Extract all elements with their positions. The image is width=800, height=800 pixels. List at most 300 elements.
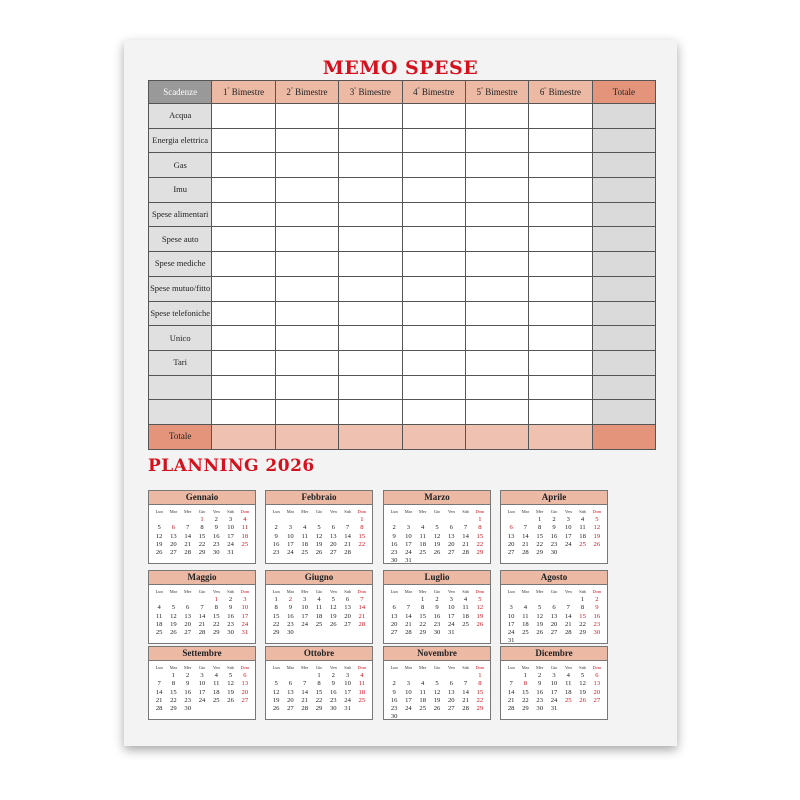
day-number: 3 — [228, 516, 233, 523]
expense-cell[interactable] — [339, 153, 402, 178]
weekday-label: Dom — [592, 665, 602, 670]
day-number: 17 — [198, 688, 206, 696]
header-bimestre-4: 4° Bimestre — [402, 81, 465, 104]
expense-cell[interactable] — [529, 202, 592, 227]
day-number: 14 — [507, 688, 515, 696]
day-number: 1 — [478, 516, 482, 523]
day-number: 29 — [170, 705, 177, 713]
empty-day — [518, 596, 532, 604]
day-number: 14 — [522, 532, 529, 540]
month-name: Luglio — [384, 571, 490, 585]
expense-cell[interactable] — [275, 104, 338, 129]
day-number: 5 — [435, 524, 439, 532]
day-number: 10 — [507, 612, 515, 620]
day-number: 20 — [507, 540, 515, 548]
day-number: 10 — [405, 688, 412, 696]
day-number: 29 — [272, 629, 280, 637]
day-number: 28 — [507, 705, 515, 713]
day-number: 31 — [405, 557, 412, 565]
month-calendar — [383, 646, 491, 720]
day-number: 26 — [170, 629, 177, 637]
day-number: 28 — [462, 549, 469, 557]
day-number: 19 — [170, 620, 177, 628]
day-number: 20 — [550, 620, 558, 628]
day-number: 3 — [288, 524, 293, 532]
day-number: 4 — [463, 596, 468, 603]
memo-row — [149, 252, 656, 277]
expense-cell[interactable] — [275, 153, 338, 178]
day-number: 22 — [579, 620, 586, 628]
day-number: 26 — [329, 620, 337, 628]
day-number: 23 — [184, 696, 191, 704]
row-label: Gas — [149, 153, 212, 178]
day-number: 26 — [476, 620, 484, 628]
day-number: 31 — [344, 705, 351, 713]
day-number: 31 — [241, 629, 249, 637]
day-number: 15 — [358, 532, 366, 540]
day-number: 27 — [344, 620, 351, 628]
expense-cell[interactable] — [402, 375, 465, 400]
header-bimestre-3: 3° Bimestre — [339, 81, 402, 104]
bimestre-total-cell[interactable] — [465, 424, 528, 449]
day-number: 23 — [272, 549, 280, 557]
day-number: 26 — [579, 696, 586, 704]
day-number: 29 — [522, 705, 529, 713]
empty-day — [166, 516, 180, 524]
day-number: 16 — [593, 612, 601, 620]
expense-cell[interactable] — [529, 128, 592, 153]
weekday-label: Gio — [198, 589, 206, 594]
day-number: 10 — [550, 680, 558, 688]
expense-cell[interactable] — [465, 276, 528, 301]
day-number: 24 — [564, 540, 572, 548]
day-number: 14 — [462, 688, 469, 696]
day-number: 21 — [462, 696, 469, 704]
day-number: 2 — [274, 524, 278, 532]
empty-day — [312, 516, 326, 524]
expense-cell[interactable] — [402, 128, 465, 153]
expense-cell[interactable] — [465, 178, 528, 203]
day-number: 28 — [564, 629, 572, 637]
expense-cell[interactable] — [212, 375, 275, 400]
weekday-label: Sab — [227, 509, 234, 514]
day-number: 15 — [315, 688, 323, 696]
day-number: 5 — [595, 516, 599, 523]
weekday-label: Sab — [462, 665, 469, 670]
day-number: 5 — [478, 596, 482, 603]
day-number: 20 — [329, 540, 337, 548]
grand-total-cell[interactable] — [592, 424, 655, 449]
day-number: 14 — [301, 688, 308, 696]
day-number: 29 — [198, 549, 206, 557]
day-number: 20 — [344, 612, 351, 620]
day-number: 8 — [538, 524, 542, 532]
day-number: 13 — [550, 612, 558, 620]
expense-cell[interactable] — [275, 178, 338, 203]
day-number: 25 — [358, 696, 366, 704]
day-number: 12 — [155, 532, 163, 540]
expense-cell[interactable] — [402, 400, 465, 425]
day-number: 10 — [344, 680, 351, 688]
day-number: 7 — [566, 604, 570, 612]
expense-cell[interactable] — [275, 128, 338, 153]
day-number: 2 — [538, 672, 542, 679]
expense-cell[interactable] — [529, 400, 592, 425]
expense-cell[interactable] — [465, 400, 528, 425]
empty-day — [401, 516, 415, 524]
empty-day — [181, 516, 195, 524]
weekday-label: Dom — [592, 589, 602, 594]
memo-row — [149, 400, 656, 425]
bimestre-total-cell[interactable] — [212, 424, 275, 449]
day-number: 1 — [360, 516, 364, 523]
empty-day — [340, 516, 354, 524]
empty-day — [326, 516, 340, 524]
day-number: 8 — [478, 680, 482, 688]
memo-title: MEMO SPESE — [322, 57, 479, 79]
bimestre-total-cell[interactable] — [275, 424, 338, 449]
expense-cell[interactable] — [275, 326, 338, 351]
day-number: 11 — [358, 680, 366, 688]
weekday-label: Mer — [419, 509, 427, 514]
day-number: 9 — [331, 680, 335, 688]
expense-cell[interactable] — [212, 104, 275, 129]
expense-cell[interactable] — [529, 350, 592, 375]
row-total-cell[interactable] — [592, 128, 655, 153]
expense-cell[interactable] — [275, 350, 338, 375]
day-number: 11 — [155, 612, 163, 620]
day-number: 30 — [329, 705, 337, 713]
expense-cell[interactable] — [402, 104, 465, 129]
weekday-label: Dom — [240, 665, 250, 670]
day-number: 3 — [406, 524, 411, 532]
expense-cell[interactable] — [212, 326, 275, 351]
empty-day — [166, 596, 180, 604]
day-number: 18 — [462, 612, 469, 620]
expense-cell[interactable] — [339, 252, 402, 277]
day-number: 1 — [317, 672, 321, 679]
day-number: 19 — [579, 688, 586, 696]
weekday-label: Ven — [212, 509, 220, 514]
day-number: 17 — [301, 612, 308, 620]
day-number: 4 — [303, 524, 307, 532]
weekday-label: Dom — [357, 509, 367, 514]
expense-cell[interactable] — [529, 104, 592, 129]
weekday-label: Dom — [592, 509, 602, 514]
month-name: Dicembre — [501, 647, 607, 661]
memo-total-row — [149, 424, 656, 449]
day-number: 15 — [170, 688, 177, 696]
day-number: 15 — [579, 612, 586, 620]
day-number: 3 — [243, 596, 247, 603]
expense-cell[interactable] — [212, 350, 275, 375]
day-number: 13 — [170, 532, 177, 540]
expense-cell[interactable] — [339, 128, 402, 153]
row-total-cell[interactable] — [592, 202, 655, 227]
row-total-cell[interactable] — [592, 227, 655, 252]
expense-cell[interactable] — [339, 326, 402, 351]
day-number: 17 — [405, 540, 412, 548]
row-total-cell[interactable] — [592, 178, 655, 203]
weekday-label: Gio — [315, 665, 323, 670]
expense-cell[interactable] — [212, 153, 275, 178]
expense-cell[interactable] — [339, 375, 402, 400]
weekday-label: Lun — [155, 509, 163, 514]
day-number: 16 — [433, 612, 441, 620]
expense-cell[interactable] — [529, 178, 592, 203]
expense-cell[interactable] — [402, 276, 465, 301]
empty-day — [298, 672, 312, 680]
day-number: 11 — [579, 524, 586, 532]
day-number: 10 — [301, 604, 308, 612]
empty-day — [269, 516, 283, 524]
day-number: 23 — [550, 540, 558, 548]
day-number: 21 — [462, 540, 469, 548]
expense-cell[interactable] — [339, 276, 402, 301]
day-number: 29 — [315, 705, 323, 713]
day-number: 1 — [478, 672, 482, 679]
day-number: 6 — [331, 524, 335, 532]
day-number: 29 — [536, 549, 543, 557]
day-number: 21 — [344, 540, 351, 548]
header-bimestre-1: 1° Bimestre — [212, 81, 275, 104]
expense-cell[interactable] — [339, 227, 402, 252]
day-number: 26 — [536, 629, 543, 637]
weekday-label: Mer — [184, 509, 192, 514]
empty-day — [430, 516, 444, 524]
day-number: 19 — [536, 620, 543, 628]
day-number: 4 — [157, 604, 161, 612]
day-number: 27 — [170, 549, 177, 557]
day-number: 25 — [579, 540, 586, 548]
day-number: 28 — [405, 629, 412, 637]
weekday-label: Lun — [390, 665, 398, 670]
day-number: 4 — [580, 516, 585, 523]
row-total-cell[interactable] — [592, 400, 655, 425]
empty-day — [298, 516, 312, 524]
expense-cell[interactable] — [212, 252, 275, 277]
day-number: 17 — [287, 540, 294, 548]
day-number: 10 — [564, 524, 572, 532]
expense-cell[interactable] — [212, 202, 275, 227]
weekday-label: Mer — [536, 589, 544, 594]
expense-cell[interactable] — [402, 301, 465, 326]
expense-cell[interactable] — [402, 326, 465, 351]
empty-day — [387, 672, 401, 680]
weekday-label: Gio — [198, 665, 206, 670]
bimestre-total-cell[interactable] — [402, 424, 465, 449]
day-number: 19 — [593, 532, 601, 540]
row-label: Imu — [149, 178, 212, 203]
expense-cell[interactable] — [339, 350, 402, 375]
month-name: Settembre — [149, 647, 255, 661]
day-number: 8 — [523, 680, 528, 688]
day-number: 11 — [419, 532, 426, 540]
day-number: 19 — [433, 696, 441, 704]
expense-cell[interactable] — [339, 178, 402, 203]
day-number: 15 — [198, 532, 206, 540]
day-number: 12 — [579, 680, 586, 688]
expense-cell[interactable] — [529, 301, 592, 326]
day-number: 7 — [463, 680, 468, 688]
weekday-label: Mar — [286, 509, 295, 514]
expense-cell[interactable] — [402, 227, 465, 252]
day-number: 29 — [579, 629, 586, 637]
weekday-label: Sab — [462, 509, 469, 514]
expense-cell[interactable] — [339, 400, 402, 425]
day-number: 6 — [186, 604, 190, 612]
day-number: 16 — [287, 612, 294, 620]
expense-cell[interactable] — [465, 301, 528, 326]
expense-cell[interactable] — [465, 202, 528, 227]
day-number: 31 — [550, 705, 558, 713]
expense-cell[interactable] — [529, 276, 592, 301]
expense-cell[interactable] — [402, 178, 465, 203]
expense-cell[interactable] — [465, 252, 528, 277]
expense-cell[interactable] — [529, 252, 592, 277]
expense-cell[interactable] — [465, 375, 528, 400]
day-number: 25 — [212, 696, 220, 704]
expense-cell[interactable] — [275, 252, 338, 277]
expense-cell[interactable] — [275, 375, 338, 400]
empty-day — [547, 596, 561, 604]
day-number: 28 — [522, 549, 529, 557]
day-number: 1 — [200, 516, 204, 523]
month-calendar — [383, 570, 491, 644]
day-number: 11 — [462, 604, 469, 612]
day-number: 4 — [421, 680, 425, 688]
expense-cell[interactable] — [529, 227, 592, 252]
day-number: 13 — [390, 612, 398, 620]
day-number: 27 — [447, 705, 455, 713]
day-number: 7 — [200, 604, 204, 612]
expense-cell[interactable] — [212, 276, 275, 301]
expense-cell[interactable] — [339, 301, 402, 326]
day-number: 3 — [566, 516, 570, 523]
day-number: 30 — [390, 713, 398, 721]
empty-day — [504, 516, 518, 524]
expense-cell[interactable] — [212, 301, 275, 326]
expense-cell[interactable] — [212, 400, 275, 425]
day-number: 7 — [345, 524, 350, 532]
expense-cell[interactable] — [402, 252, 465, 277]
day-number: 5 — [580, 672, 585, 679]
day-number: 20 — [241, 688, 249, 696]
month-calendar — [500, 570, 608, 644]
weekday-label: Gio — [550, 589, 558, 594]
day-number: 24 — [227, 540, 234, 548]
expense-cell[interactable] — [465, 128, 528, 153]
day-number: 21 — [198, 620, 206, 628]
weekday-label: Ven — [564, 589, 572, 594]
day-number: 27 — [184, 629, 191, 637]
expense-cell[interactable] — [275, 202, 338, 227]
expense-cell[interactable] — [212, 178, 275, 203]
weekday-label: Ven — [329, 665, 337, 670]
row-total-cell[interactable] — [592, 252, 655, 277]
expense-cell[interactable] — [339, 202, 402, 227]
day-number: 11 — [315, 604, 323, 612]
day-number: 12 — [593, 524, 601, 532]
day-number: 6 — [449, 524, 453, 532]
day-number: 13 — [593, 680, 601, 688]
row-label: Spese auto — [149, 227, 212, 252]
row-total-cell[interactable] — [592, 153, 655, 178]
day-number: 19 — [329, 612, 337, 620]
month-name: Aprile — [501, 491, 607, 505]
day-number: 12 — [272, 688, 280, 696]
row-total-cell[interactable] — [592, 104, 655, 129]
day-number: 6 — [449, 680, 453, 688]
day-number: 26 — [272, 705, 280, 713]
expense-cell[interactable] — [529, 153, 592, 178]
day-number: 13 — [287, 688, 294, 696]
expense-cell[interactable] — [465, 227, 528, 252]
day-number: 16 — [227, 612, 234, 620]
day-number: 30 — [593, 629, 601, 637]
month-calendar — [500, 646, 608, 720]
expense-cell[interactable] — [275, 301, 338, 326]
weekday-label: Mar — [404, 589, 413, 594]
day-number: 9 — [435, 604, 439, 612]
expense-cell[interactable] — [529, 326, 592, 351]
expense-cell[interactable] — [339, 104, 402, 129]
memo-row — [149, 178, 656, 203]
month-name: Maggio — [149, 571, 255, 585]
day-number: 29 — [419, 629, 426, 637]
day-number: 28 — [462, 705, 469, 713]
expense-cell[interactable] — [275, 227, 338, 252]
expense-cell[interactable] — [465, 104, 528, 129]
empty-day — [387, 516, 401, 524]
day-number: 22 — [536, 540, 543, 548]
weekday-label: Lun — [272, 665, 280, 670]
day-number: 20 — [593, 688, 601, 696]
weekday-label: Dom — [357, 665, 367, 670]
empty-day — [458, 516, 472, 524]
row-total-cell[interactable] — [592, 276, 655, 301]
memo-row — [149, 375, 656, 400]
expense-cell[interactable] — [275, 400, 338, 425]
bimestre-total-cell[interactable] — [529, 424, 592, 449]
row-total-cell[interactable] — [592, 301, 655, 326]
day-number: 17 — [241, 612, 249, 620]
weekday-label: Mar — [286, 589, 295, 594]
empty-day — [283, 516, 297, 524]
expense-cell[interactable] — [465, 350, 528, 375]
weekday-label: Gio — [550, 665, 558, 670]
expense-cell[interactable] — [402, 202, 465, 227]
expense-cell[interactable] — [212, 128, 275, 153]
expense-cell[interactable] — [529, 375, 592, 400]
day-number: 13 — [329, 532, 337, 540]
expense-cell[interactable] — [402, 350, 465, 375]
expense-cell[interactable] — [465, 153, 528, 178]
expense-cell[interactable] — [465, 326, 528, 351]
row-total-cell[interactable] — [592, 375, 655, 400]
month-calendar — [148, 646, 256, 720]
expense-cell[interactable] — [275, 276, 338, 301]
row-total-cell[interactable] — [592, 326, 655, 351]
day-number: 31 — [227, 549, 234, 557]
expense-cell[interactable] — [212, 227, 275, 252]
bimestre-total-cell[interactable] — [339, 424, 402, 449]
month-name: Giugno — [266, 571, 372, 585]
expense-cell[interactable] — [402, 153, 465, 178]
month-calendar — [265, 570, 373, 644]
weekday-label: Ven — [212, 589, 220, 594]
row-total-cell[interactable] — [592, 350, 655, 375]
